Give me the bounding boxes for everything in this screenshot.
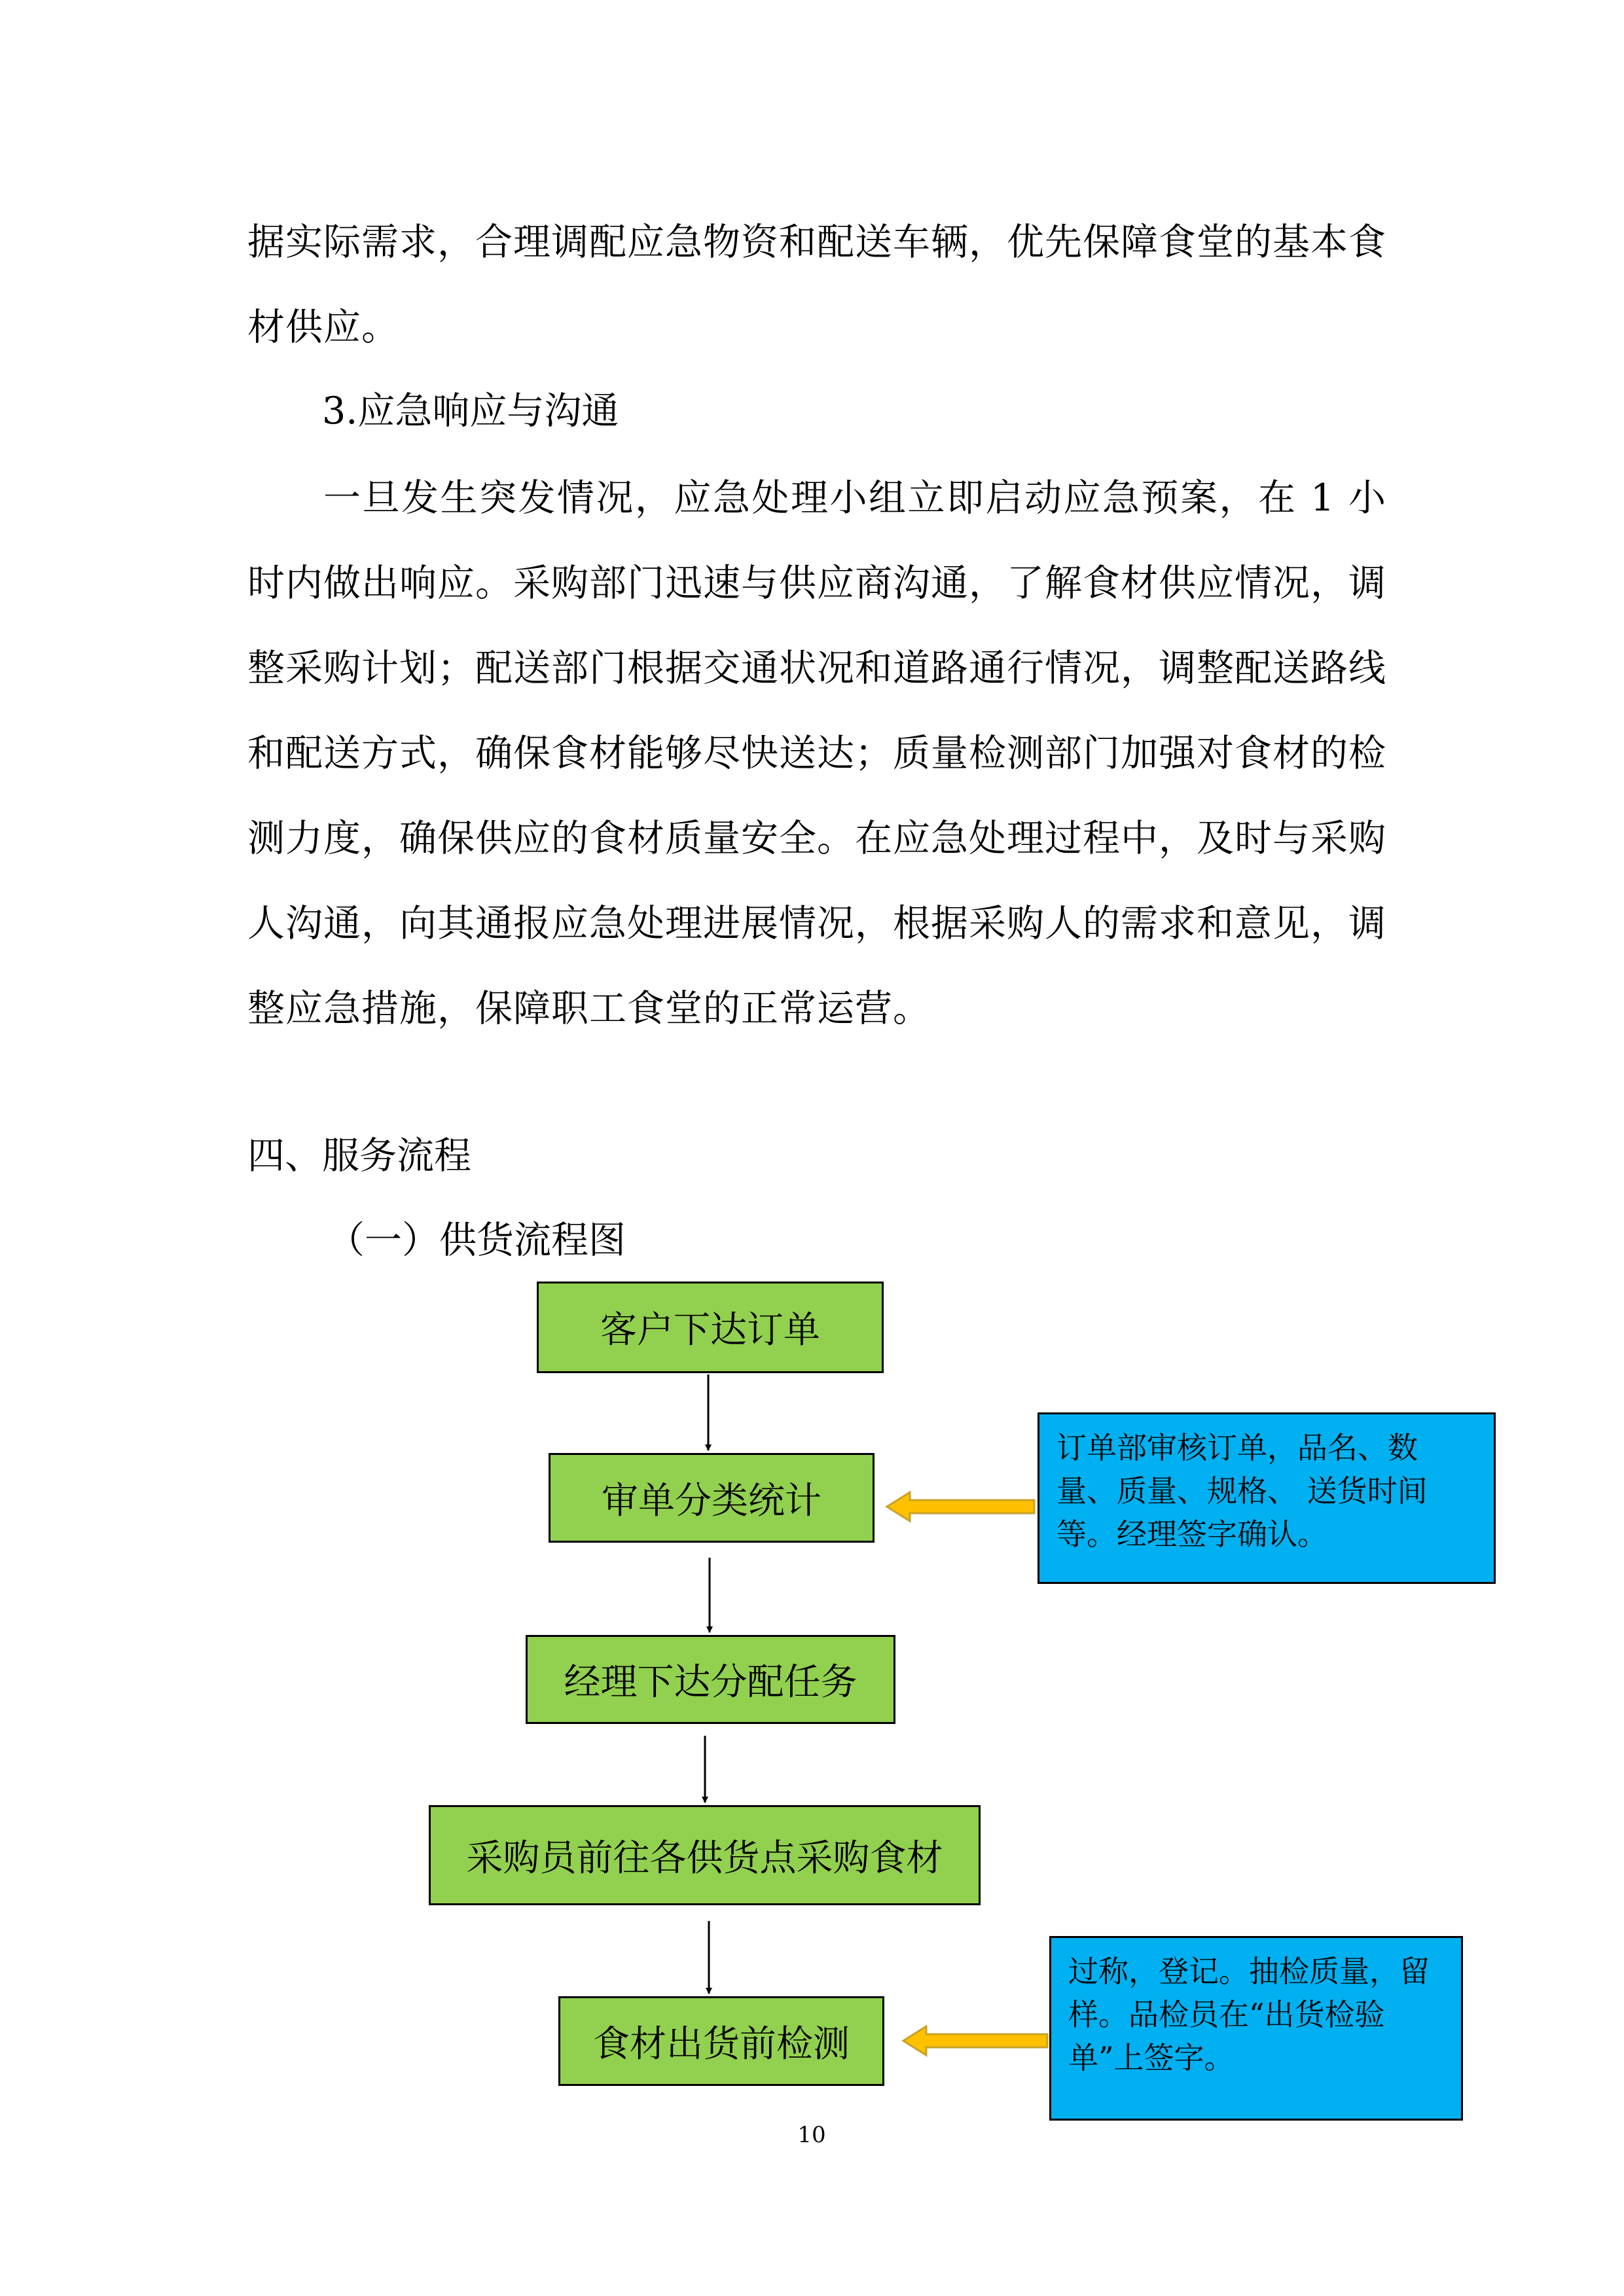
section-title: 四、服务流程 — [247, 1134, 471, 1177]
left-arrow-icon — [903, 2026, 1047, 2055]
left-arrow-icon — [887, 1492, 1034, 1521]
flow-step-label: 客户下达订单 — [600, 1309, 820, 1352]
flow-step-label: 采购员前往各供货点采购食材 — [466, 1837, 943, 1880]
subheading-emergency-response: 3.应急响应与沟通 — [322, 389, 619, 433]
flow-step-label: 食材出货前检测 — [593, 2022, 850, 2066]
note-text: 过称，登记。抽检质量，留样。品检员在“出货检验单”上签字。 — [1068, 1954, 1430, 2075]
flow-step-label: 经理下达分配任务 — [564, 1661, 857, 1704]
section-subtitle: （一）供货流程图 — [327, 1219, 626, 1262]
page-number: 10 — [797, 2122, 826, 2148]
continuation-text: 据实际需求，合理调配应急物资和配送车辆，优先保障食堂的基本食材供应。 — [247, 221, 1386, 349]
flow-step-label: 审单分类统计 — [602, 1479, 821, 1522]
note-text: 订单部审核订单，品名、数量、质量、规格、 送货时间等。经理签字确认。 — [1056, 1430, 1428, 1552]
body-text: 一旦发生突发情况，应急处理小组立即启动应急预案，在 1 小时内做出响应。采购部门迅速与供应商沟通，了解食材供应情况，调整采购计划；配送部门根据交通状况和道路通行情况，调整配送路线和配送方式，确保食材能够尽快送达；质量检测部门加强对食材的检测力度，确保供应的食材质量安全。在应急处理过程中，及时与采购人沟通，向其通报应急处理进展情况，根据采购人的需求和意见，调整应急措施，保障职工食堂的正常运营。 — [247, 476, 1386, 1030]
